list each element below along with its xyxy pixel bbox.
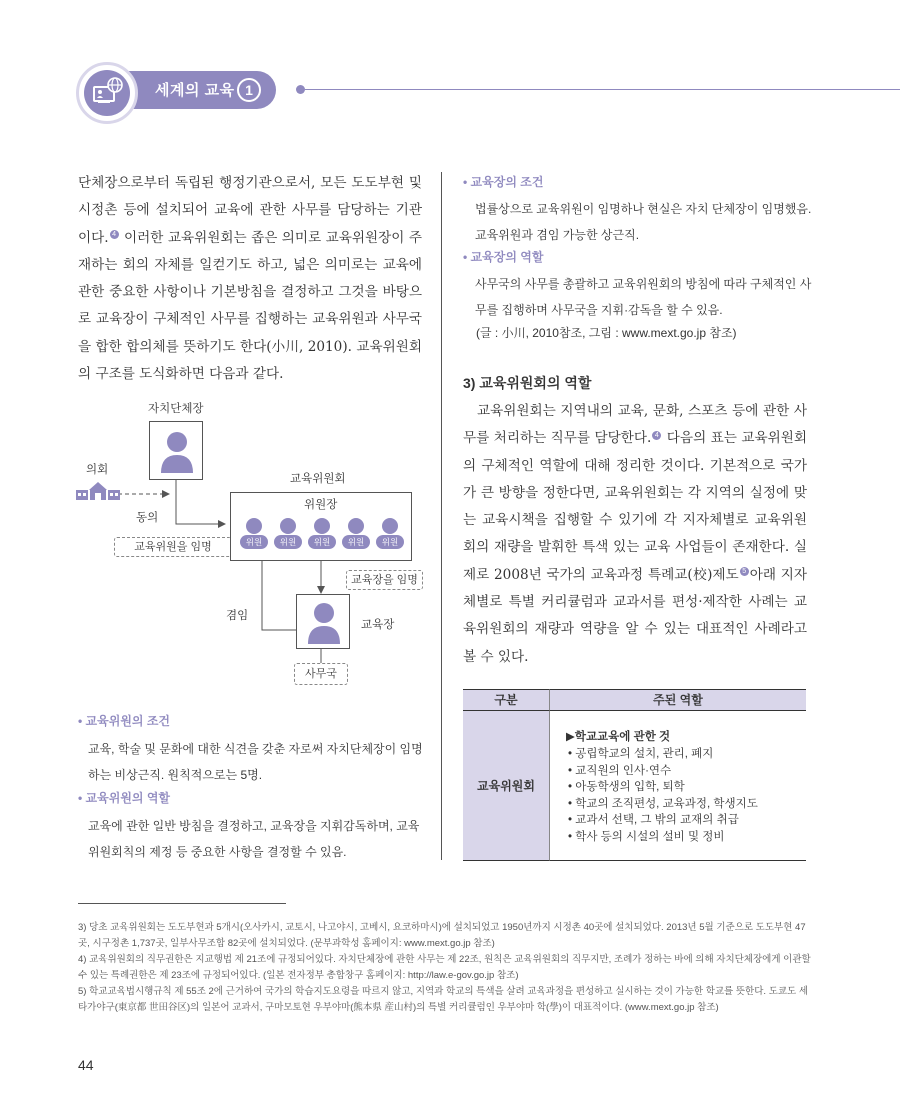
role-item: • 아동학생의 입학, 퇴학 <box>568 781 685 793</box>
footnote-5: 5) 학교교육법시행규칙 제 55조 2에 근거하여 국가의 학습지도요령을 따르지 않고, 지역과 학교의 특색을 살려 교육과정을 편성하고 실시하는 것이 가능한 학교를 뜻한다. 도쿄도 세타가야구(東京都 世田谷区)의 일본어 교과서, 구마모토현 우부야마(熊本県 産山村)의 특별 커리큘럼인 우부야마 학(學)이 대표적이다. (www.mext.go.jp 참조) <box>78 986 809 1013</box>
member-pill: 위원 <box>240 535 268 549</box>
role-item: • 교직원의 인사·연수 <box>568 764 672 777</box>
bullet-heading: • 교육장의 역할 <box>463 250 544 264</box>
table-row-roles <box>549 711 806 861</box>
footnote-3: 3) 당초 교육위원회는 도도부현과 5개시(오사카시, 교토시, 나고야시, 고베시, 요코하마시)에 설치되었고 1950년까지 시정촌 40곳에 설치되었다. 2013년 5월 기준으로 도도부현 47곳, 시구정촌 1,737곳, 일부사무조합 82곳에 설치되었다. (문부과학성 홈페이지: www.mext.go.jp 참조) <box>78 922 806 949</box>
footnote-rule <box>78 903 286 904</box>
superintendent-figure-box <box>296 594 350 649</box>
member-head <box>246 518 262 534</box>
bullet-heading: • 교육장의 조건 <box>463 175 544 189</box>
source-note: (글 : 小川, 2010참조, 그림 : www.mext.go.jp 참조) <box>476 326 737 340</box>
bullet-text: 사무국의 사무를 총괄하고 교육위원회의 방침에 따라 구체적인 사무를 집행하며 사무국을 지휘·감독을 할 수 있음. <box>475 277 812 317</box>
consent-label: 동의 <box>136 512 159 524</box>
bullet-text: 교육에 관한 일반 방침을 결정하고, 교육장을 지휘감독하며, 교육위원회칙의 제정 등 중요한 사항을 결정할 수 있음. <box>88 819 420 859</box>
footnote-ref-4[interactable]: 4 <box>110 230 119 239</box>
right-bullet-1 <box>463 173 813 248</box>
council-building-icon <box>76 480 120 502</box>
bullet-heading: • 교육위원의 조건 <box>78 714 171 728</box>
role-item: • 교과서 선택, 그 밖의 교재의 취급 <box>568 814 739 826</box>
superintendent-label: 교육장 <box>361 619 395 631</box>
page-number: 44 <box>78 1057 94 1073</box>
member-head <box>314 518 330 534</box>
table-row-label: 교육위원회 <box>463 711 549 861</box>
appoint-members-label: 교육위원을 임명 <box>114 537 232 557</box>
left-paragraph-text-2: 이러한 교육위원회는 좁은 의미로 교육위원장이 주재하는 회의 자체를 일컫기도 하고, 넓은 의미로는 교육에 관한 중요한 사항이나 기본방침을 결정하고 그것을 바탕으로 교육장이 구체적인 사무를 집행하는 교육위원과 사무국을 합한 합의체를 뜻하기도 한다(小川, 2010). 교육위원회의 구조를 도식화하면 다음과 같다. <box>78 229 423 383</box>
role-item: • 학사 등의 시설의 설비 및 정비 <box>568 830 725 843</box>
footnote-ref-4[interactable]: 4 <box>652 431 661 440</box>
member-head <box>382 518 398 534</box>
right-paragraph-text-2: 다음의 표는 교육위원회의 구체적인 역할에 대해 정리한 것이다. 기본적으로 국가가 큰 방향을 정한다면, 교육위원회는 각 지역의 실정에 맞는 교육시책을 집행할 수 있기에 각 지자체별로 교육위원회의 재량을 발휘한 특색 있는 교육 사업들이 존재한다. 실제로 2008년 국가의 교육과정 특례교(校)제도 <box>463 430 807 583</box>
footnote-ref-5[interactable]: 5 <box>740 567 749 576</box>
column-divider <box>441 172 442 860</box>
right-bullet-2 <box>463 248 813 323</box>
bullet-text: 교육, 학술 및 문화에 대한 식견을 갖춘 자로써 자치단체장이 임명하는 비상근직. 원칙적으로는 5명. <box>88 742 423 782</box>
right-paragraph <box>463 398 807 671</box>
member-pill: 위원 <box>342 535 370 549</box>
section-heading: 3) 교육위원회의 역할 <box>463 375 592 391</box>
appoint-superintendent-label: 교육장을 임명 <box>346 570 423 590</box>
person-icon <box>160 430 194 474</box>
council-label: 의회 <box>86 464 109 476</box>
right-paragraph-text-1: 교육위원회는 지역내의 교육, 문화, 스포츠 등에 관한 사무를 처리하는 직무를 담당한다. <box>463 403 807 447</box>
table-header-role: 주된 역할 <box>549 689 806 711</box>
member-head <box>280 518 296 534</box>
member-pill: 위원 <box>274 535 302 549</box>
role-group-title: ▶학교교육에 관한 것 <box>566 731 671 743</box>
member-pill: 위원 <box>308 535 336 549</box>
left-bullet-1 <box>78 712 428 788</box>
role-item: • 학교의 조직편성, 교육과정, 학생지도 <box>568 797 758 810</box>
chair-label: 위원장 <box>304 499 338 511</box>
head-label: 자치단체장 <box>148 403 204 415</box>
section-number: 1 <box>237 78 261 102</box>
office-label: 사무국 <box>294 663 348 685</box>
member-pill: 위원 <box>376 535 404 549</box>
board-label: 교육위원회 <box>290 473 346 485</box>
bullet-heading: • 교육위원의 역할 <box>78 791 171 805</box>
role-item: • 공립학교의 설치, 관리, 폐지 <box>568 748 714 760</box>
member-head <box>348 518 364 534</box>
right-paragraph-text-3: 아래 지자체별로 특별 커리큘럼과 교과서를 편성·제작한 사례는 교육위원회의 재량과 역량을 알 수 있는 대표적인 사례라고 볼 수 있다. <box>463 566 807 665</box>
bullet-text: 법률상으로 교육위원이 임명하나 현실은 자치 단체장이 임명했음. 교육위원과 겸임 가능한 상근직. <box>475 202 812 242</box>
table-header-category: 구분 <box>463 689 549 711</box>
person-icon <box>307 601 341 645</box>
head-figure-box <box>149 421 203 480</box>
footnote-4: 4) 교육위원회의 직무권한은 지교행법 제 21조에 규정되어있다. 자치단체장에 관한 사무는 제 22조, 원칙은 교육위원회의 직무지만, 조례가 정하는 바에 의해 자치단체장에게 이관할 수 있는 특례권한은 제 23조에 규정되어있다. (일본 전자정부 총합창구 홈페이지: http://law.e-gov.go.jp 참조) <box>78 954 811 981</box>
concurrent-label: 겸임 <box>226 610 249 622</box>
left-bullet-2 <box>78 789 428 865</box>
diagram-connectors <box>0 0 440 700</box>
section-title: 세계의 교육 <box>155 82 235 99</box>
role-list <box>566 746 806 845</box>
left-paragraph-text-1: 단체장으로부터 독립된 행정기관으로서, 모든 도도부현 및 시정촌 등에 설치되어 교육에 관한 사무를 담당하는 기관이다. <box>78 175 422 246</box>
